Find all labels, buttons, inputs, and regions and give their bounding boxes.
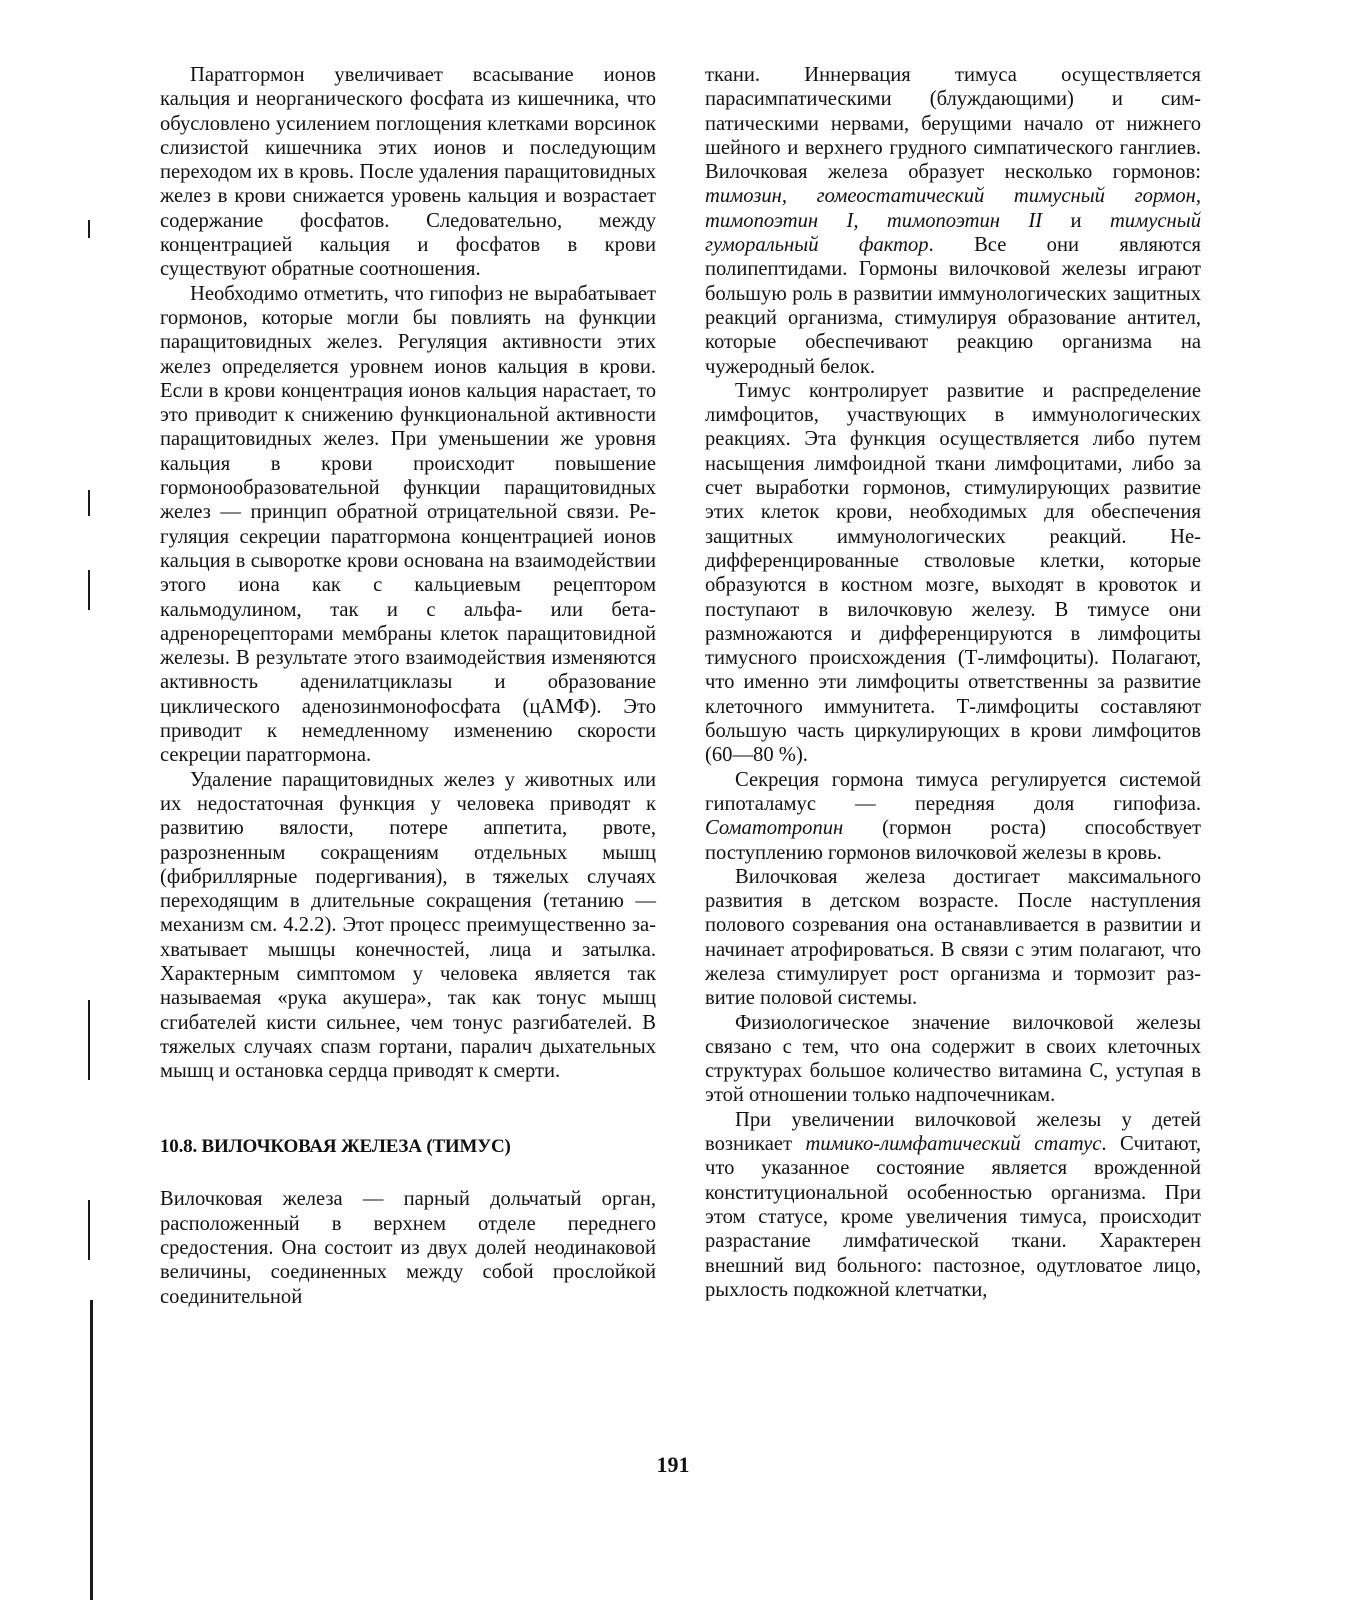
right-column [705, 63, 1201, 1302]
paragraph: Удаление паращитовидных желез у животных или их недостаточная функция у человека приводят к развитию вялости, потере аппетита, рвоте, разрозненным сокращениям отдельных мышц (фибриллярные подергивания), в тяжелых случаях переходящим в длительные сокращения (тетанию — механизм см. 4.2.2). Этот процесс преимущественно захватывает мышцы конечностей, лица и затылка. Характерным симптомом у человека является так называемая «рука акушера», так как тонус мышц сгибателей кисти сильнее, чем тонус разгибателей. В тяжелых случаях спазм гортани, паралич дыхательных мышц и остановка сердца приводят к смерти. [160, 768, 656, 1083]
scan-edge-mark [88, 1200, 90, 1260]
term-italic: Соматотропин [705, 817, 844, 840]
section-heading: 10.8. ВИЛОЧКОВАЯ ЖЕЛЕЗА (ТИМУС) [160, 1136, 511, 1158]
paragraph: Паратгормон увеличивает всасывание ионов кальция и неорганического фосфата из кишечника, что обусловлено усилением поглощения клетками ворсинок слизистой кишечника этих ионов и последующим переходом их в кровь. После удаления паращитовидных желез в крови снижается уровень кальция и возрастает содержание фосфатов. Следовательно, между концентрацией кальция и фосфатов в крови существуют обратные соотношения. [160, 64, 656, 281]
scan-edge-mark [88, 1000, 90, 1080]
left-column [160, 63, 656, 1309]
scan-edge-mark [88, 570, 90, 610]
term-italic: тимико-лимфатический статус [805, 1133, 1102, 1156]
section-intro-paragraph: Вилочковая железа — парный дольчатый орган, расположенный в верхнем отделе переднего средостения. Она состоит из двух долей неодинаковой величины, соединенных между собой прослойкой соединительной [160, 1188, 656, 1308]
paragraph: ткани. Иннервация тимуса осуществляется парасимпатическими (блуждающими) и симпатическими нервами, берущими начало от нижнего шейного и верхнего грудного симпатического ганглиев. Вилочковая железа образует несколько гормонов: тимозин, гомеостатический тимусный гормон, тимопоэтин I, тимопоэтин II и тимусный гуморальный фактор. Все они являются полипептидами. Гормоны вилочковой железы играют большую роль в развитии иммунологических защитных реакций организма, стимулируя образование антител, которые обеспечивают реакцию организма на чужеродный белок. [705, 64, 1201, 378]
paragraph: Необходимо отметить, что гипофиз не вырабатывает гормонов, которые могли бы повлиять на функции паращитовидных желез. Регуляция активности этих желез определяется уровнем ионов кальция в крови. Если в крови концентрация ионов кальция нарастает, то это приводит к снижению функциональной активности паращитовидных желез. При уменьшении же уровня кальция в крови происходит повышение гормонообразовательной функции паращитовидных желез — принцип обратной отрицательной связи. Регуляция секреции паратгормона концентрацией ионов кальция в сыворотке крови основана на взаимодействии этого иона как с кальциевым рецептором кальмодулином, так и с альфа- или бета-адренорецепторами мембраны клеток паращитовидной железы. В результате этого взаимодействия изменяются активность аденилатциклазы и образование циклического аденозинмонофосфата (цАМФ). Это приводит к немедленному изменению скорости секреции паратгормона. [160, 282, 656, 767]
paragraph: Секреция гормона тимуса регулируется системой гипоталамус — передняя доля гипофиза. Соматотропин (гормон роста) способствует поступлению гормонов вилочковой железы в кровь. [705, 768, 1201, 864]
paragraph: При увеличении вилочковой железы у детей возникает тимико-лимфатический статус. Считают, что указанное состояние является врожденной конституциональной особенностью организма. При этом статусе, кроме увеличения тимуса, происходит разрастание лимфатической ткани. Характерен внешний вид больного: пастозное, одутловатое лицо, рыхлость подкожной клетчатки, [705, 1108, 1201, 1301]
page-number: 191 [656, 1452, 690, 1477]
scan-edge-mark [88, 490, 90, 516]
scan-edge-mark [88, 220, 90, 238]
paragraph: Вилочковая железа достигает максимального развития в детском возрасте. После наступления полового созревания она останавливается в развитии и начинает атрофироваться. В связи с этим полагают, что железа стимулирует рост организма и тормозит развитие половой системы. [705, 865, 1201, 1010]
hormone-name-italic: тимусный гуморальный фактор [705, 209, 1201, 257]
scan-binding-edge [90, 1300, 93, 1600]
paragraph: Физиологическое значение вилочковой железы связано с тем, что она содержит в своих клеточных структурах большое количество витамина С, уступая в этой отношении только надпочечникам. [705, 1011, 1201, 1107]
hormone-names-italic: тимозин, гомеостатический тимусный гормон, тимопоэтин I, тимопоэтин II [705, 185, 1201, 232]
paragraph: Тимус контролирует развитие и распределение лимфоцитов, участвующих в иммунологических реакциях. Эта функция осуществляется либо путем насыщения лимфоидной ткани лимфоцитами, либо за счет выработки гормонов, стимулирующих развитие этих клеток крови, необходимых для обеспечения защитных иммунологических реакций. Недифференцированные стволовые клетки, которые образуются в костном мозге, выходят в кровоток и поступают в вилочковую железу. В тимусе они размножаются и дифференцируются в лимфоциты тимусного происхождения (Т-лимфоциты). Полагают, что именно эти лимфоциты ответственны за развитие клеточного иммунитета. Т-лимфоциты составляют большую часть циркулирующих в крови лимфоцитов (60—80 %). [705, 379, 1201, 767]
